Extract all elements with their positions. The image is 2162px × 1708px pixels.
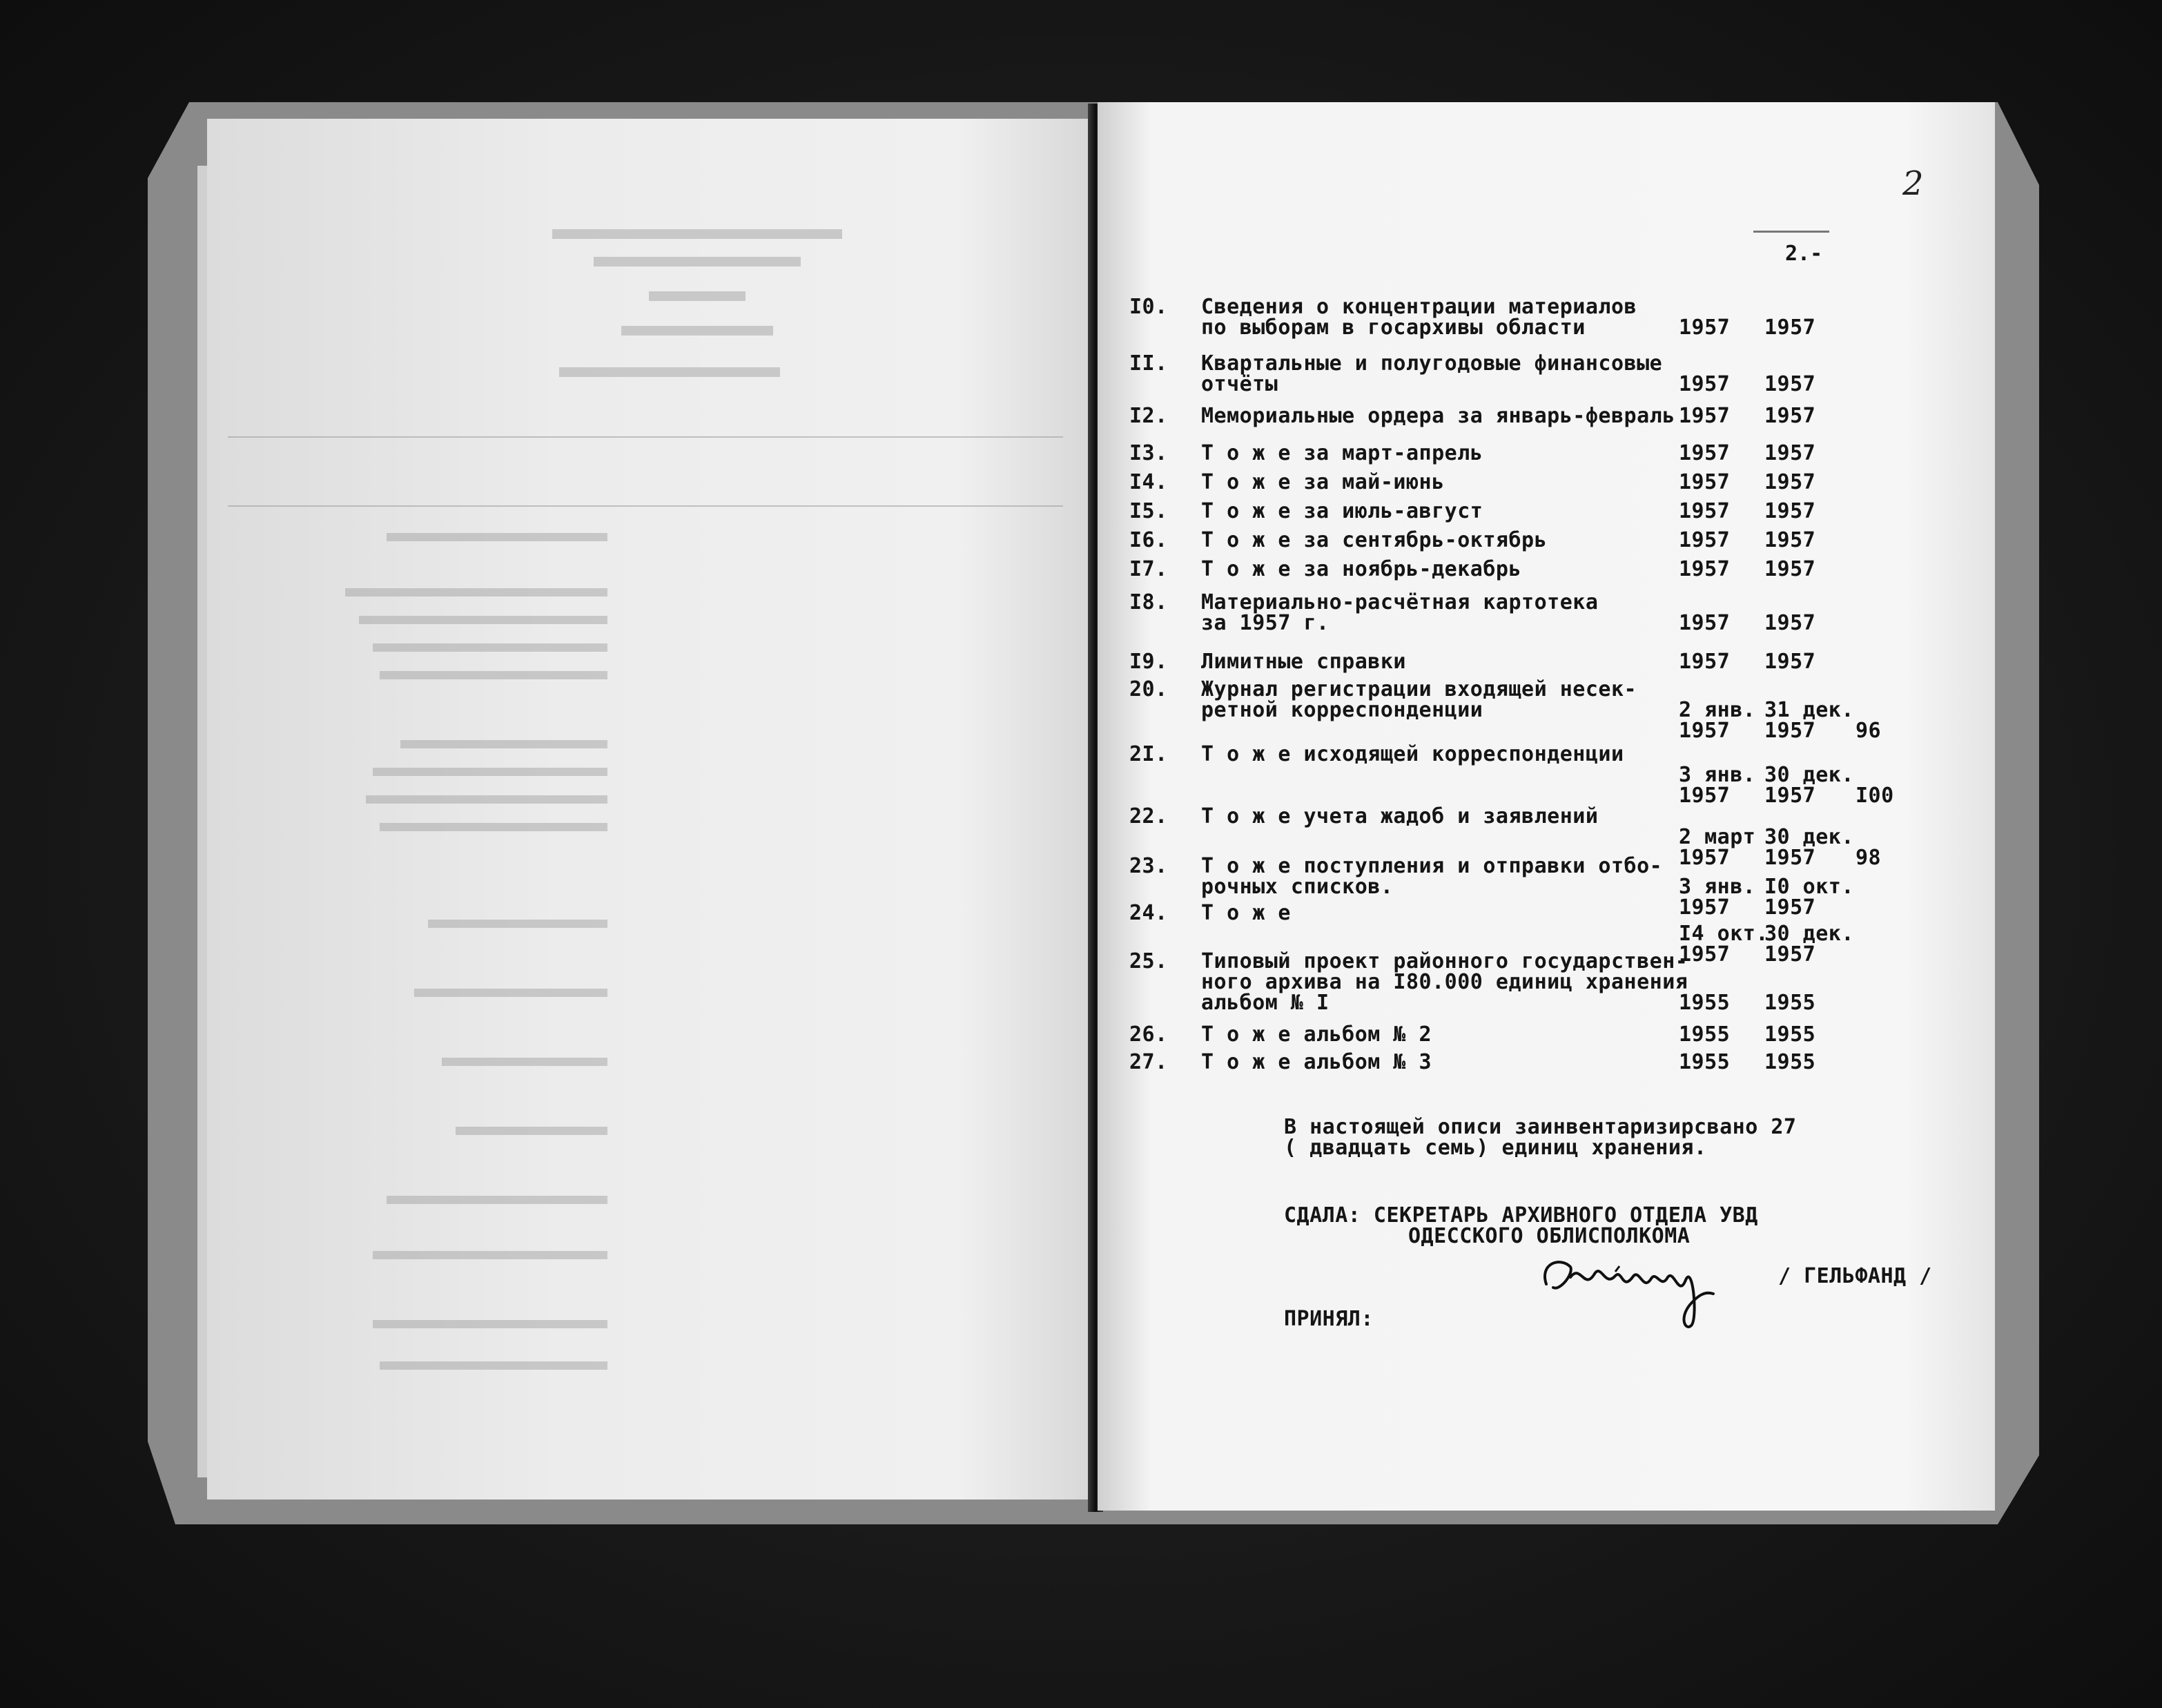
row-number: I2. (1129, 404, 1168, 428)
row-start-date: 1957 (1679, 404, 1731, 428)
row-title: за 1957 г. (1201, 611, 1330, 635)
row-end-date: 1957 (1764, 441, 1816, 465)
handed-over-line-2: ОДЕССКОГО ОБЛИСПОЛКОМА (1408, 1224, 1691, 1248)
header-rule (1753, 231, 1829, 233)
row-number: I0. (1129, 295, 1168, 319)
row-end-date: 1955 (1764, 1050, 1816, 1074)
row-end-date: 1957 (1764, 846, 1816, 870)
row-number: 22. (1129, 804, 1168, 828)
row-title: Т о ж е альбом № 3 (1201, 1050, 1432, 1074)
row-end-date: 1957 (1764, 942, 1816, 967)
row-start-date: 1957 (1679, 650, 1731, 674)
row-start-date: 1957 (1679, 557, 1731, 581)
row-start-date: 1955 (1679, 1050, 1731, 1074)
row-start-date: 1957 (1679, 719, 1731, 743)
row-start-date: 3 янв. (1679, 763, 1756, 787)
row-start-date: 1957 (1679, 470, 1731, 494)
row-title: альбом № I (1201, 991, 1330, 1015)
row-title: Т о ж е за июль-август (1201, 499, 1483, 523)
row-end-date: 1957 (1764, 528, 1816, 552)
row-title: Лимитные справки (1201, 650, 1406, 674)
row-start-date: 1957 (1679, 942, 1731, 967)
row-end-date: I0 окт. (1764, 875, 1854, 899)
handed-over-line-1: СДАЛА: СЕКРЕТАРЬ АРХИВНОГО ОТДЕЛА УВД (1284, 1203, 1758, 1227)
row-number: 26. (1129, 1022, 1168, 1047)
row-number: I3. (1129, 441, 1168, 465)
row-number: I8. (1129, 590, 1168, 614)
row-number: I5. (1129, 499, 1168, 523)
row-number: 25. (1129, 949, 1168, 973)
row-title: Т о ж е за сентябрь-октябрь (1201, 528, 1548, 552)
row-sheet-count: 98 (1856, 846, 1882, 870)
row-start-date: 1957 (1679, 611, 1731, 635)
row-start-date: 1957 (1679, 499, 1731, 523)
row-title: Т о ж е за май-июнь (1201, 470, 1445, 494)
row-end-date: 30 дек. (1764, 763, 1854, 787)
row-start-date: 1957 (1679, 441, 1731, 465)
row-start-date: 3 янв. (1679, 875, 1756, 899)
row-start-date: 2 март (1679, 825, 1756, 849)
row-start-date: 1955 (1679, 1022, 1731, 1047)
row-title: Т о ж е исходящей корреспонденции (1201, 742, 1624, 766)
row-end-date: 1957 (1764, 470, 1816, 494)
row-title: Сведения о концентрации материалов (1201, 295, 1637, 319)
row-start-date: 1957 (1679, 528, 1731, 552)
summary-line-1: В настоящей описи заинвентаризирсвано 27 (1284, 1115, 1797, 1139)
row-title: по выборам в госархивы области (1201, 316, 1586, 340)
row-end-date: 30 дек. (1764, 825, 1854, 849)
row-start-date: I4 окт. (1679, 922, 1769, 946)
row-start-date: 1957 (1679, 846, 1731, 870)
row-number: 2I. (1129, 742, 1168, 766)
row-number: I9. (1129, 650, 1168, 674)
row-title: Материально-расчётная картотека (1201, 590, 1599, 614)
row-end-date: 1957 (1764, 372, 1816, 396)
row-title: Т о ж е учета жадоб и заявлений (1201, 804, 1599, 828)
signature-name: / ГЕЛЬФАНД / (1778, 1264, 1932, 1288)
row-start-date: 1957 (1679, 784, 1731, 808)
row-number: I7. (1129, 557, 1168, 581)
row-title: рочных списков. (1201, 875, 1394, 899)
left-page-bleed-through (207, 119, 1091, 1500)
row-end-date: 1957 (1764, 611, 1816, 635)
row-end-date: 1955 (1764, 1022, 1816, 1047)
row-title: Т о ж е альбом № 2 (1201, 1022, 1432, 1047)
row-number: 27. (1129, 1050, 1168, 1074)
accepted-label: ПРИНЯЛ: (1284, 1307, 1374, 1331)
row-start-date: 1957 (1679, 372, 1731, 396)
row-end-date: 1957 (1764, 499, 1816, 523)
row-sheet-count: 96 (1856, 719, 1882, 743)
row-end-date: 1957 (1764, 557, 1816, 581)
row-end-date: 30 дек. (1764, 922, 1854, 946)
row-end-date: 1955 (1764, 991, 1816, 1015)
row-title: Квартальные и полугодовые финансовые (1201, 351, 1663, 376)
row-number: 24. (1129, 901, 1168, 925)
row-title: Т о ж е (1201, 901, 1291, 925)
page-number-header: 2.- (1785, 242, 1823, 266)
row-title: отчёты (1201, 372, 1278, 396)
row-start-date: 1957 (1679, 316, 1731, 340)
row-title: Мемориальные ордера за январь-февраль (1201, 404, 1675, 428)
row-end-date: 1957 (1764, 719, 1816, 743)
row-number: 20. (1129, 677, 1168, 701)
summary-line-2: ( двадцать семь) единиц хранения. (1284, 1136, 1707, 1160)
row-number: I6. (1129, 528, 1168, 552)
corner-page-number: 2 (1902, 164, 1924, 203)
row-title: Т о ж е за март-апрель (1201, 441, 1483, 465)
row-title: ретной корреспонденции (1201, 698, 1483, 722)
row-start-date: 2 янв. (1679, 698, 1756, 722)
row-title: Т о ж е за ноябрь-декабрь (1201, 557, 1522, 581)
row-end-date: 1957 (1764, 784, 1816, 808)
row-start-date: 1957 (1679, 895, 1731, 920)
row-end-date: 1957 (1764, 316, 1816, 340)
row-sheet-count: I00 (1856, 784, 1894, 808)
row-end-date: 31 дек. (1764, 698, 1854, 722)
row-end-date: 1957 (1764, 650, 1816, 674)
row-number: II. (1129, 351, 1168, 376)
row-number: I4. (1129, 470, 1168, 494)
row-title: Т о ж е поступления и отправки отбо- (1201, 854, 1663, 878)
row-title: Типовый проект районного государствен- (1201, 949, 1688, 973)
row-title: Журнал регистрации входящей несек- (1201, 677, 1637, 701)
row-end-date: 1957 (1764, 895, 1816, 920)
row-end-date: 1957 (1764, 404, 1816, 428)
row-start-date: 1955 (1679, 991, 1731, 1015)
row-number: 23. (1129, 854, 1168, 878)
handwritten-signature (1532, 1236, 1740, 1332)
row-title: ного архива на I80.000 единиц хранения (1201, 970, 1688, 994)
